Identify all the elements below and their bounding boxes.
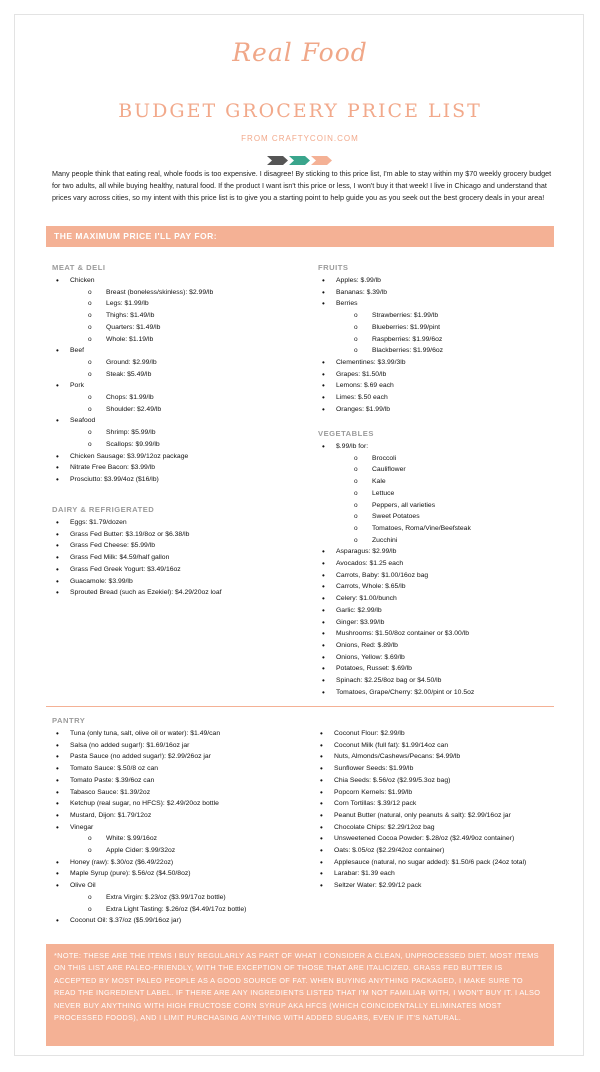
list-item: o Sweet Potatoes [320, 511, 550, 523]
list-item: • Mustard, Dijon: $1.79/12oz [54, 810, 316, 822]
list-item: • Applesauce (natural, no sugar added): $1.50/6 pack (24oz total) [318, 857, 550, 869]
list-item: • Lemons: $.69 each [320, 380, 550, 392]
list-item: • Honey (raw): $.30/oz ($6.49/22oz) [54, 857, 316, 869]
list-item: • Oranges: $1.99/lb [320, 404, 550, 416]
list-item: o Shoulder: $2.49/lb [54, 404, 304, 416]
list-item: • Pasta Sauce (no added sugar!): $2.99/26oz jar [54, 751, 316, 763]
section-divider [46, 706, 554, 707]
dairy-heading: DAIRY & REFRIGERATED [52, 505, 155, 514]
list-item: • Salsa (no added sugar!): $1.69/16oz jar [54, 740, 316, 752]
list-item: • Grass Fed Butter: $3.19/8oz or $6.38/lb [54, 529, 304, 541]
list-item: • Chicken [54, 275, 304, 287]
list-item: o Kale [320, 476, 550, 488]
list-item: o Quarters: $1.49/lb [54, 322, 304, 334]
list-item: • Onions, Yellow: $.69/lb [320, 652, 550, 664]
list-item: o Tomatoes, Roma/Vine/Beefsteak [320, 523, 550, 535]
list-item: • Grass Fed Greek Yogurt: $3.49/16oz [54, 564, 304, 576]
vegetables-list [320, 441, 550, 698]
list-item: • Coconut Flour: $2.99/lb [318, 728, 550, 740]
list-item: • Seafood [54, 415, 304, 427]
list-item: • Avocados: $1.25 each [320, 558, 550, 570]
list-item: o Blueberries: $1.99/pint [320, 322, 550, 334]
list-item: • Nuts, Almonds/Cashews/Pecans: $4.99/lb [318, 751, 550, 763]
arrows-icon [267, 156, 333, 165]
list-item: • Unsweetened Cocoa Powder: $.28/oz ($2.49/9oz container) [318, 833, 550, 845]
list-item: • Grapes: $1.50/lb [320, 369, 550, 381]
pantry-heading: PANTRY [52, 716, 86, 725]
list-item: • Asparagus: $2.99/lb [320, 546, 550, 558]
list-item: • Seltzer Water: $2.99/12 pack [318, 880, 550, 892]
list-item: o Breast (boneless/skinless): $2.99/lb [54, 287, 304, 299]
list-item: • Popcorn Kernels: $1.99/lb [318, 787, 550, 799]
list-item: • Sunflower Seeds: $1.99/lb [318, 763, 550, 775]
list-item: • Chia Seeds: $.56/oz ($2.99/5.3oz bag) [318, 775, 550, 787]
list-item: o Lettuce [320, 488, 550, 500]
intro-paragraph: Many people think that eating real, whole foods is too expensive. I disagree! By sticking to this price list, I'm able to stay within my $70 weekly grocery budget for two adults, all while buying healthy, natural food. If the product I want isn't this price or less, I won't buy it that week! I live in Chicago and understand that prices vary across cities, so my intent with this price list is to give you a starting point to help guide you as you seek out the best grocery deals in your area! [52, 169, 552, 202]
list-item: o Broccoli [320, 453, 550, 465]
list-item: • Tomato Sauce: $.50/8 oz can [54, 763, 316, 775]
list-item: • Corn Tortillas: $.39/12 pack [318, 798, 550, 810]
list-item: o Legs: $1.99/lb [54, 298, 304, 310]
list-item: • Celery: $1.00/bunch [320, 593, 550, 605]
list-item: • Prosciutto: $3.99/4oz ($16/lb) [54, 474, 304, 486]
list-item: • Mushrooms: $1.50/8oz container or $3.00/lb [320, 628, 550, 640]
meat-list [54, 275, 304, 486]
pantry-list-left [54, 728, 316, 927]
list-item: o Blackberries: $1.99/6oz [320, 345, 550, 357]
dairy-list [54, 517, 304, 599]
page-title: BUDGET GROCERY PRICE LIST [118, 100, 482, 122]
list-item: • Bananas: $.39/lb [320, 287, 550, 299]
list-item: o Shrimp: $5.99/lb [54, 427, 304, 439]
list-item: • Coconut Milk (full fat): $1.99/14oz can [318, 740, 550, 752]
list-item: • Nitrate Free Bacon: $3.99/lb [54, 462, 304, 474]
list-item: • Grass Fed Cheese: $5.99/lb [54, 540, 304, 552]
list-item: o Apple Cider: $.99/32oz [54, 845, 316, 857]
list-item: o Thighs: $1.49/lb [54, 310, 304, 322]
list-item: • Onions, Red: $.89/lb [320, 640, 550, 652]
list-item: • Peanut Butter (natural, only peanuts & salt): $2.99/16oz jar [318, 810, 550, 822]
list-item: • Chocolate Chips: $2.29/12oz bag [318, 822, 550, 834]
list-item: o Strawberries: $1.99/lb [320, 310, 550, 322]
list-item: o Zucchini [320, 535, 550, 547]
list-item: • Carrots, Whole: $.65/lb [320, 581, 550, 593]
list-item: • Tomatoes, Grape/Cherry: $2.00/pint or 10.5oz [320, 687, 550, 699]
list-item: • Spinach: $2.25/8oz bag or $4.50/lb [320, 675, 550, 687]
list-item: • Pork [54, 380, 304, 392]
fruits-list [320, 275, 550, 415]
list-item: o Extra Virgin: $.23/oz ($3.99/17oz bottle) [54, 892, 316, 904]
list-item: • Vinegar [54, 822, 316, 834]
list-item: • Potatoes, Russet: $.69/lb [320, 663, 550, 675]
list-item: • Garlic: $2.99/lb [320, 605, 550, 617]
list-item: • Berries [320, 298, 550, 310]
list-item: • Tomato Paste: $.39/6oz can [54, 775, 316, 787]
list-item: • Chicken Sausage: $3.99/12oz package [54, 451, 304, 463]
list-item: o Chops: $1.99/lb [54, 392, 304, 404]
pantry-list-right [318, 728, 550, 892]
list-item: o Peppers, all varieties [320, 500, 550, 512]
list-item: o Raspberries: $1.99/6oz [320, 334, 550, 346]
list-item: • Guacamole: $3.99/lb [54, 576, 304, 588]
list-item: o Ground: $2.99/lb [54, 357, 304, 369]
list-item: • Apples: $.99/lb [320, 275, 550, 287]
footnote-box: *NOTE: THESE ARE THE ITEMS I BUY REGULARLY AS PART OF WHAT I CONSIDER A CLEAN, UNPROCESSED DIET. MOST ITEMS ON THIS LIST ARE PALEO-FRIENDLY, WITH THE EXCEPTION OF THOSE THAT ARE ITALICIZED. GRASS FED BUTTER IS ACCEPTED BY MOST PALEO PEOPLE AS A GOOD SOURCE OF FAT. WHEN BUYING ANYTHING PACKAGED, I MAKE SURE TO READ THE INGREDIENT LABEL. IF THERE ARE ANY INGREDIENTS LISTED THAT I'M NOT FAMILIAR WITH, I WON'T BUY IT. I ALSO NEVER BUY ANYTHING WITH HIGH FRUCTOSE CORN SYRUP AKA HFCS (WHICH COINCIDENTALLY ELIMINATES MOST PROCESSED FOODS), AND I LIMIT PURCHASING ANYTHING WITH ADDED SUGARS, EVEN IF IT'S NATURAL. [46, 944, 554, 1046]
list-item: o Extra Light Tasting: $.26/oz ($4.49/17oz bottle) [54, 904, 316, 916]
list-item: • Tuna (only tuna, salt, olive oil or water): $1.49/can [54, 728, 316, 740]
list-item: • Coconut Oil: $.37/oz ($5.99/16oz jar) [54, 915, 316, 927]
list-item: • Grass Fed Milk: $4.59/half gallon [54, 552, 304, 564]
list-item: • Ginger: $3.99/lb [320, 617, 550, 629]
list-item: o Steak: $5.49/lb [54, 369, 304, 381]
list-item: o Whole: $1.19/lb [54, 334, 304, 346]
vegetables-heading: VEGETABLES [318, 429, 374, 438]
fruits-heading: FRUITS [318, 263, 349, 272]
list-item: o Scallops: $9.99/lb [54, 439, 304, 451]
list-item: • Olive Oil [54, 880, 316, 892]
list-item: • Tabasco Sauce: $1.39/2oz [54, 787, 316, 799]
list-item: • Beef [54, 345, 304, 357]
brand-logo: Real Food [232, 38, 368, 67]
list-item: o Cauliflower [320, 464, 550, 476]
list-item: • $.99/lb for: [320, 441, 550, 453]
list-item: • Oats: $.05/oz ($2.29/42oz container) [318, 845, 550, 857]
max-price-banner: THE MAXIMUM PRICE I'LL PAY FOR: [46, 226, 554, 247]
list-item: • Sprouted Bread (such as Ezekiel): $4.29/20oz loaf [54, 587, 304, 599]
list-item: • Limes: $.50 each [320, 392, 550, 404]
list-item: • Clementines: $3.99/3lb [320, 357, 550, 369]
meat-heading: MEAT & DELI [52, 263, 106, 272]
list-item: • Maple Syrup (pure): $.56/oz ($4.50/8oz) [54, 868, 316, 880]
list-item: • Larabar: $1.39 each [318, 868, 550, 880]
list-item: • Carrots, Baby: $1.00/16oz bag [320, 570, 550, 582]
list-item: o White: $.99/16oz [54, 833, 316, 845]
source-link[interactable]: FROM CRAFTYCOIN.COM [241, 134, 359, 143]
list-item: • Ketchup (real sugar, no HFCS): $2.49/20oz bottle [54, 798, 316, 810]
list-item: • Eggs: $1.79/dozen [54, 517, 304, 529]
